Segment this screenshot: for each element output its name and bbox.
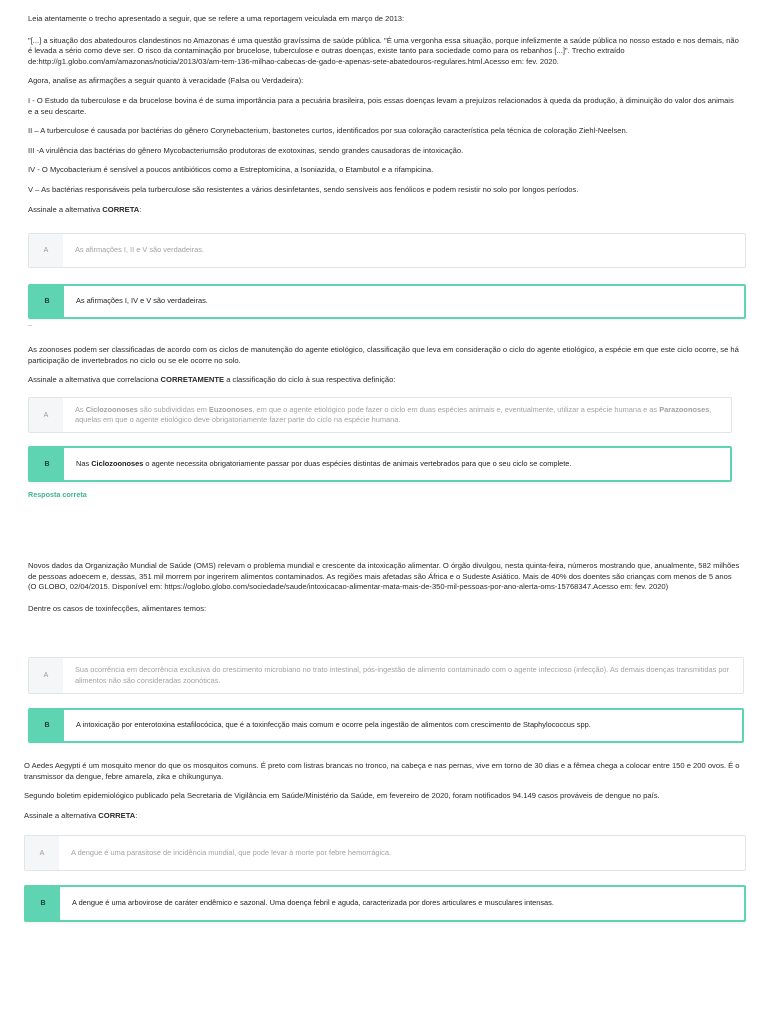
q2-option-a-letter: A: [29, 398, 63, 432]
q1-option-b-text: As afirmações I, IV e V são verdadeiras.: [76, 296, 208, 306]
q1-quote: "[...] a situação dos abatedouros clandestinos no Amazonas é uma questão gravíssima de saúde pública. "É uma vergonha essa situação, porque infelizmente a saúde pública no nosso estado e nos demais, não é levada a sério como deve ser. O risco da contaminação por brucelose, tuberculose e outras doenças, existe tanto para sociedade como para os rebanhos [...]". Trecho extraído de:http://g1.globo.com/am/amazonas/noticia/2013/03/am-tem-136-milhao-cabecas-de-gado-e-apenas-sete-abatedouros-regulares.html.Acesso em: fev. 2020.: [28, 35, 739, 66]
q1-option-a[interactable]: [28, 233, 746, 268]
q2-option-b-letter: B: [30, 448, 64, 480]
q3-option-a-letter: A: [29, 658, 63, 693]
q2-intro: As zoonoses podem ser classificadas de acordo com os ciclos de manutenção do agente etiológico, classificação que leva em consideração o ciclo do agente etiológico, a espécie em que este ciclo ocorre, se há participação de invertebrados no ciclo ou se ele ocorre no solo.: [28, 345, 739, 365]
q1-option-b-letter: B: [30, 286, 64, 317]
q4-option-a-letter: A: [25, 836, 59, 870]
q2-option-b-text: Nas Ciclozoonoses o agente necessita obrigatoriamente passar por duas espécies distintas de animais vertebrados para que o seu ciclo se complete.: [76, 458, 572, 468]
question-4: [0, 761, 768, 821]
q4-option-a-text: A dengue é uma parasitose de incidência mundial, que pode levar à morte por febre hemorrágica.: [71, 847, 392, 857]
q3-option-b[interactable]: [28, 708, 744, 743]
q3-option-a-text: Sua ocorrência em decorrência exclusiva do crescimento microbiano no trato intestinal, pós-ingestão de alimento contaminado com o agente infeccioso (infecção). As demais doenças transmitidas por alimentos não são consideradas zoonóticas.: [75, 665, 730, 685]
q1-option-a-letter: A: [29, 234, 63, 267]
q1-statement-1: I - O Estudo da tuberculose e da brucelose bovina é de suma importância para a pecuária brasileira, pois essas doenças levam a prejuízos relacionados à queda da produção, à diminuição do valor dos animais e a seu descarte.: [28, 95, 734, 116]
q1-statement-3: III -A virulência das bactérias do gênero Mycobacteriumsão produtoras de exotoxinas, sendo grandes causadoras de intoxicação.: [28, 145, 464, 155]
q2-option-b[interactable]: [28, 446, 732, 482]
q4-intro: O Aedes Aegypti é um mosquito menor do que os mosquitos comuns. É preto com listras brancas no tronco, na cabeça e nas pernas, vive em torno de 30 dias e a fêmea chega a colocar entre 150 e 200 ovos. É o transmissor da dengue, febre amarela, zika e chikungunya.: [24, 761, 740, 781]
q3-option-a[interactable]: [28, 657, 744, 694]
q2-prompt: Assinale a alternativa que correlaciona CORRETAMENTE a classificação do ciclo à sua respectiva definição:: [28, 375, 396, 385]
q4-option-b-letter: B: [26, 887, 60, 920]
q1-option-b[interactable]: [28, 284, 746, 319]
q4-option-b[interactable]: [24, 885, 746, 922]
q2-option-a-text: As Ciclozoonoses são subdivididas em Euzoonoses, em que o agente etiológico pode fazer o ciclo em duas espécies animais e, eventualmente, utilizar a espécie humana e as Parazoonoses, aquelas em que o agente etiológico deve obrigatoriamente fazer parte do ciclo na espécie humana.: [75, 404, 712, 424]
q2-option-a[interactable]: [28, 397, 732, 433]
q1-assinale: Assinale a alternativa CORRETA:: [28, 204, 142, 214]
question-3: [0, 561, 768, 614]
q4-option-b-text: A dengue é uma arbovirose de caráter endêmico e sazonal. Uma doença febril e aguda, caracterizada por dores articulares e musculares intensas.: [72, 898, 554, 908]
separator-dash: –: [28, 322, 32, 329]
correct-answer-label: Resposta correta: [28, 490, 87, 499]
q3-intro: Novos dados da Organização Mundial de Saúde (OMS) relevam o problema mundial e crescente da intoxicação alimentar. O órgão divulgou, nesta quinta-feira, números mostrando que, anualmente, 582 milhões de pessoas adoecem e, dessas, 351 mil morrem por ingerirem alimentos contaminados. As regiões mais afetadas são África e o Sudeste Asiático. Mais de 40% dos doentes são crianças com menos de 5 anos (O GLOBO, 02/04/2015. Disponível em: https://oglobo.globo.com/sociedade/saude/intoxicacao-alimentar-mata-mais-de-350-mil-pessoas-por-ano-alerta-oms-15768347.Acesso em: fev. 2020): [28, 561, 740, 592]
q1-intro: Leia atentamente o trecho apresentado a seguir, que se refere a uma reportagem veiculada em março de 2013:: [28, 14, 405, 23]
q3-option-b-text: A intoxicação por enterotoxina estafilocócica, que é a toxinfecção mais comum e ocorre pela ingestão de alimentos com crescimento de Staphylococcus spp.: [76, 720, 591, 730]
q3-prompt: Dentre os casos de toxinfecções, alimentares temos:: [28, 603, 207, 613]
q4-bulletin: Segundo boletim epidemiológico publicado pela Secretaria de Vigilância em Saúde/Ministério da Saúde, em fevereiro de 2020, foram notificados 94.149 casos prováveis de dengue no país.: [24, 791, 660, 801]
q1-statement-4: IV - O Mycobacterium é sensível a poucos antibióticos como a Estreptomicina, a Isoniazida, o Etambutol e a rifampicina.: [28, 165, 434, 175]
question-1: [0, 14, 768, 215]
q3-option-b-letter: B: [30, 710, 64, 741]
q1-statement-2: II – A turberculose é causada por bactérias do gênero Corynebacterium, bastonetes curtos, identificados por sua coloração característica pela técnica de coloração Ziehl-Neelsen.: [28, 126, 628, 136]
q1-statement-5: V – As bactérias responsáveis pela turberculose são resistentes a vários desinfetantes, sendo sensíveis aos fenólicos e podem resistir no solo por longos períodos.: [28, 184, 579, 194]
q1-option-a-text: As afirmações I, II e V são verdadeiras.: [75, 245, 204, 255]
question-2: [0, 345, 768, 386]
q4-assinale: Assinale a alternativa CORRETA:: [24, 810, 138, 820]
q4-option-a[interactable]: [24, 835, 746, 871]
q1-prompt: Agora, analise as afirmações a seguir quanto à veracidade (Falsa ou Verdadeira):: [28, 76, 304, 86]
